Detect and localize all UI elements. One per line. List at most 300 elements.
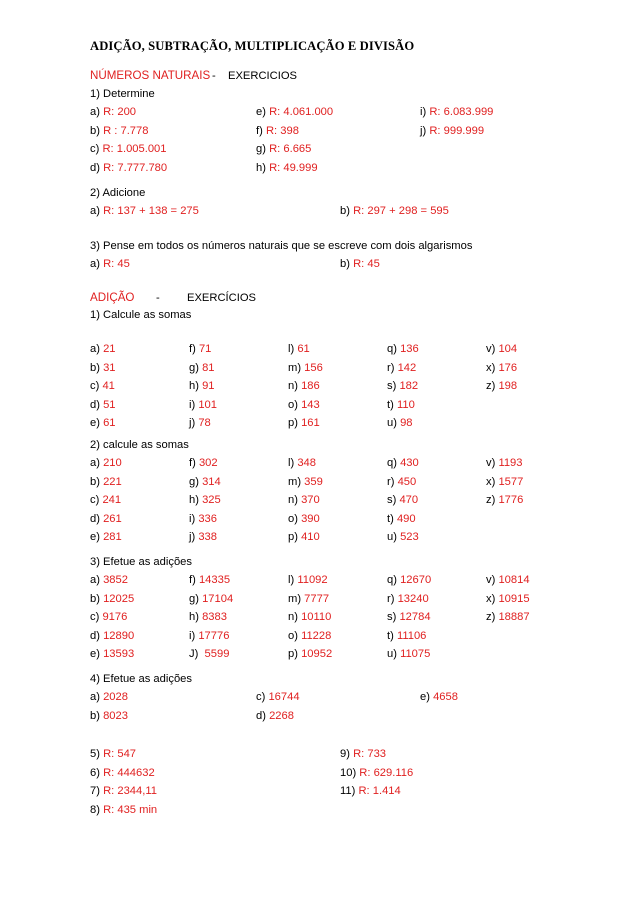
item-answer: 5599 (204, 648, 230, 661)
answer-item (288, 473, 323, 491)
item-letter: r) (387, 361, 398, 374)
item-answer: 390 (301, 512, 320, 525)
naturais-q3-prompt: 3) Pense em todos os números naturais que se escreve com dois algarismos (90, 240, 473, 252)
item-answer: R: 137 + 138 = 275 (103, 205, 199, 217)
answer-item (90, 510, 122, 528)
item-letter: c) (90, 494, 103, 507)
item-answer: 13593 (103, 648, 135, 661)
answer-item (340, 764, 413, 782)
item-answer: 430 (400, 457, 419, 469)
naturais-q2-prompt: 2) Adicione (90, 187, 146, 199)
item-answer: 143 (301, 398, 320, 411)
answer-item (387, 510, 416, 528)
answer-item (387, 571, 431, 589)
answer-item (90, 782, 157, 800)
item-letter: n) (288, 380, 302, 393)
item-answer: 3852 (103, 574, 128, 586)
item-answer: 182 (399, 380, 419, 393)
item-letter: h) (189, 494, 203, 507)
answer-item (90, 202, 199, 220)
item-answer: 336 (198, 512, 217, 525)
item-letter: z) (486, 494, 499, 507)
item-answer: R: 547 (103, 748, 137, 760)
item-answer: 156 (304, 361, 323, 374)
item-answer: 136 (400, 343, 419, 355)
item-letter: e) (90, 531, 104, 544)
section-adicao-title: ADIÇÃO (90, 291, 135, 304)
item-answer: R: 1.414 (358, 785, 401, 798)
item-answer: 12784 (399, 611, 431, 624)
item-letter: g) (256, 143, 270, 156)
item-answer: 51 (103, 398, 116, 411)
item-answer: 61 (297, 343, 310, 355)
item-answer: 71 (198, 343, 212, 355)
item-letter: c) (90, 380, 103, 393)
answer-item (189, 608, 227, 626)
item-answer: 18887 (498, 611, 530, 624)
item-letter: 6) (90, 766, 104, 779)
item-letter: 10) (340, 766, 360, 779)
item-letter: b) (90, 475, 104, 488)
item-letter: v) (486, 574, 499, 586)
answer-item (90, 159, 167, 177)
answer-item (288, 491, 320, 509)
item-answer: 410 (301, 531, 320, 544)
item-answer: R: 629.116 (359, 766, 414, 779)
item-letter: u) (387, 648, 401, 661)
item-letter: e) (90, 648, 104, 661)
adicao-q3-prompt: 3) Efetue as adições (90, 556, 192, 568)
answer-item (387, 340, 419, 358)
item-letter: q) (387, 574, 401, 586)
answer-item (288, 454, 316, 472)
item-letter: b) (90, 709, 104, 722)
item-letter: t) (387, 512, 397, 525)
item-answer: 1193 (498, 457, 523, 469)
answer-item (90, 473, 122, 491)
answer-item (189, 396, 217, 414)
answer-item (90, 340, 116, 358)
item-answer: R: 999.999 (429, 124, 485, 137)
answer-item (90, 745, 136, 763)
section-naturais-header (90, 67, 298, 85)
item-letter: c) (90, 611, 103, 624)
answer-item (420, 122, 484, 140)
item-letter: v) (486, 343, 499, 355)
answer-item (189, 414, 211, 432)
answer-item (486, 608, 530, 626)
item-answer: 221 (103, 475, 122, 488)
answer-item (189, 473, 221, 491)
answer-item (288, 590, 329, 608)
item-answer: 261 (103, 512, 122, 525)
answer-item (420, 103, 493, 121)
item-letter: f) (189, 457, 199, 469)
item-letter: e) (90, 417, 104, 430)
item-letter: p) (288, 531, 302, 544)
answer-item (189, 340, 211, 358)
adicao-q4-prompt: 4) Efetue as adições (90, 673, 192, 685)
item-letter: d) (256, 709, 270, 722)
answer-item (340, 255, 380, 273)
section-naturais-subtitle: EXERCICIOS (228, 70, 298, 82)
naturais-q1-prompt: 1) Determine (90, 88, 155, 100)
answer-item (387, 377, 418, 395)
item-letter: l) (288, 457, 298, 469)
answer-item (288, 510, 320, 528)
answer-item (288, 571, 328, 589)
item-letter: b) (340, 205, 354, 217)
item-letter: x) (486, 592, 499, 605)
item-answer: R: 6.665 (269, 143, 312, 156)
answer-item (288, 340, 310, 358)
item-letter: e) (256, 106, 270, 118)
item-answer: 302 (198, 457, 218, 469)
answer-item (387, 396, 415, 414)
item-answer: R: 200 (103, 106, 137, 118)
item-letter: f) (189, 343, 199, 355)
item-letter: J) (189, 648, 205, 661)
answer-item (90, 377, 115, 395)
item-answer: 16744 (268, 691, 300, 703)
item-letter: o) (288, 398, 302, 411)
answer-item (90, 688, 128, 706)
item-letter: q) (387, 343, 401, 355)
item-answer: 2268 (269, 709, 294, 722)
answer-item (90, 103, 136, 121)
item-answer: 12890 (103, 629, 135, 642)
item-letter: h) (189, 380, 203, 393)
answer-item (256, 140, 311, 158)
answer-item (288, 414, 320, 432)
answer-item (340, 782, 401, 800)
answer-item (90, 801, 157, 819)
answer-item (486, 454, 523, 472)
item-answer: 176 (498, 361, 518, 374)
answer-item (340, 745, 386, 763)
answer-item (90, 454, 122, 472)
item-letter: e) (420, 691, 434, 703)
item-letter: u) (387, 417, 401, 430)
item-letter: d) (90, 629, 104, 642)
item-answer: 21 (103, 343, 116, 355)
item-letter: j) (420, 124, 430, 137)
answer-item (90, 645, 134, 663)
item-letter: i) (189, 398, 199, 411)
item-answer: 61 (103, 417, 116, 430)
answer-item (288, 645, 332, 663)
item-answer: R: 733 (353, 748, 387, 760)
item-answer: 1577 (498, 475, 524, 488)
item-letter: m) (288, 592, 305, 605)
item-letter: q) (387, 457, 401, 469)
answer-item (189, 491, 221, 509)
item-answer: 101 (198, 398, 217, 411)
item-letter: o) (288, 629, 302, 642)
item-answer: 91 (202, 380, 215, 393)
item-answer: 41 (102, 380, 115, 393)
item-answer: 359 (304, 475, 323, 488)
item-letter: l) (288, 574, 298, 586)
item-answer: R: 398 (265, 124, 299, 137)
item-answer: 12025 (103, 592, 135, 605)
item-answer: 10814 (498, 574, 530, 586)
item-letter: z) (486, 611, 499, 624)
answer-item (387, 359, 416, 377)
answer-item (387, 454, 419, 472)
item-answer: 198 (498, 380, 518, 393)
item-answer: 10952 (301, 648, 333, 661)
answer-item (90, 707, 128, 725)
item-answer: 12670 (400, 574, 432, 586)
item-letter: o) (288, 512, 302, 525)
item-answer: 241 (102, 494, 122, 507)
item-answer: R: 2344,11 (103, 785, 157, 798)
item-answer: 8383 (202, 611, 227, 624)
answer-item (387, 590, 429, 608)
item-answer: R: 49.999 (269, 161, 318, 174)
item-letter: a) (90, 343, 104, 355)
answer-item (90, 590, 134, 608)
item-answer: 370 (301, 494, 320, 507)
item-letter: g) (189, 475, 203, 488)
answer-item (387, 645, 430, 663)
answer-item (90, 608, 127, 626)
answer-item (90, 627, 134, 645)
item-answer: R: 1.005.001 (102, 143, 167, 156)
answer-item (288, 396, 320, 414)
answer-item (90, 764, 155, 782)
item-answer: 17776 (198, 629, 230, 642)
answer-item (189, 590, 233, 608)
item-answer: 13240 (397, 592, 429, 605)
item-letter: i) (189, 629, 199, 642)
item-answer: 10915 (498, 592, 530, 605)
item-answer: 2028 (103, 691, 128, 703)
item-answer: R: 45 (353, 258, 380, 270)
item-answer: 490 (396, 512, 416, 525)
item-letter: d) (90, 512, 104, 525)
answer-item (486, 590, 530, 608)
answer-item (189, 377, 215, 395)
item-answer: 338 (198, 531, 217, 544)
item-letter: j) (189, 417, 199, 430)
answer-item (256, 159, 318, 177)
item-answer: 186 (301, 380, 320, 393)
item-letter: a) (90, 457, 104, 469)
item-letter: 5) (90, 748, 104, 760)
item-answer: 470 (399, 494, 419, 507)
item-letter: b) (340, 258, 354, 270)
item-answer: 210 (103, 457, 122, 469)
item-letter: b) (90, 124, 104, 137)
item-letter: m) (288, 361, 305, 374)
item-letter: s) (387, 380, 400, 393)
answer-item (90, 255, 130, 273)
answer-item (189, 627, 229, 645)
answer-item (189, 454, 218, 472)
answer-item (486, 359, 517, 377)
item-letter: p) (288, 417, 302, 430)
answer-item (256, 707, 294, 725)
answer-item (387, 491, 418, 509)
document-title: ADIÇÃO, SUBTRAÇÃO, MULTIPLICAÇÃO E DIVISÃO (90, 39, 415, 53)
item-letter: i) (420, 106, 430, 118)
answer-item (90, 396, 116, 414)
item-answer: 4658 (433, 691, 458, 703)
item-letter: f) (256, 124, 266, 137)
answer-item (486, 340, 517, 358)
item-letter: p) (288, 648, 302, 661)
item-answer: 1776 (498, 494, 524, 507)
item-answer: 14335 (198, 574, 231, 586)
item-answer: R: 297 + 298 = 595 (353, 205, 449, 217)
item-answer: 450 (397, 475, 417, 488)
answer-item (189, 571, 230, 589)
item-answer: 523 (400, 531, 419, 544)
item-answer: 98 (400, 417, 413, 430)
answer-item (486, 491, 523, 509)
item-answer: 325 (202, 494, 221, 507)
item-letter: j) (189, 531, 199, 544)
answer-item (256, 688, 300, 706)
answer-item (90, 528, 122, 546)
item-letter: v) (486, 457, 499, 469)
answer-item (90, 122, 148, 140)
answer-item (90, 571, 128, 589)
item-letter: a) (90, 205, 104, 217)
item-letter: u) (387, 531, 401, 544)
item-letter: 7) (90, 785, 104, 798)
item-letter: 9) (340, 748, 354, 760)
item-letter: h) (189, 611, 203, 624)
item-answer: 314 (202, 475, 221, 488)
item-letter: a) (90, 574, 104, 586)
item-answer: 104 (498, 343, 518, 355)
item-answer: 161 (301, 417, 320, 430)
answer-item (256, 122, 299, 140)
item-answer: R: 435 min (103, 803, 158, 816)
item-answer: 11092 (297, 574, 328, 586)
item-letter: 8) (90, 803, 104, 816)
answer-item (340, 202, 449, 220)
item-answer: 78 (198, 417, 211, 430)
section-naturais-separator: - (212, 70, 216, 82)
item-letter: g) (189, 592, 203, 605)
item-answer: 8023 (103, 709, 128, 722)
item-letter: n) (288, 494, 302, 507)
item-letter: r) (387, 592, 398, 605)
answer-item (90, 414, 116, 432)
section-adicao-subtitle: EXERCÍCIOS (187, 292, 257, 304)
item-letter: r) (387, 475, 398, 488)
item-answer: R : 7.778 (103, 124, 149, 137)
adicao-q2-prompt: 2) calcule as somas (90, 439, 189, 451)
item-answer: 11106 (396, 629, 427, 642)
item-letter: a) (90, 691, 104, 703)
item-letter: t) (387, 629, 397, 642)
item-answer: 10110 (301, 611, 332, 624)
answer-item (189, 510, 217, 528)
answer-item (387, 627, 426, 645)
item-answer: 142 (397, 361, 417, 374)
adicao-q1-prompt: 1) Calcule as somas (90, 309, 192, 321)
answer-item (288, 359, 323, 377)
item-letter: f) (189, 574, 199, 586)
section-naturais-title: NÚMEROS NATURAIS (90, 69, 211, 82)
item-answer: 31 (103, 361, 116, 374)
item-answer: 11228 (301, 629, 332, 642)
answer-item (288, 608, 331, 626)
item-letter: a) (90, 106, 104, 118)
item-letter: 11) (340, 785, 359, 798)
item-letter: b) (90, 592, 104, 605)
answer-item (90, 491, 121, 509)
item-letter: m) (288, 475, 305, 488)
item-letter: c) (256, 691, 269, 703)
section-adicao-separator: - (156, 292, 160, 304)
item-answer: 17104 (202, 592, 234, 605)
item-letter: z) (486, 380, 499, 393)
item-letter: t) (387, 398, 397, 411)
item-letter: b) (90, 361, 104, 374)
item-letter: x) (486, 475, 499, 488)
item-letter: x) (486, 361, 499, 374)
section-adicao-header (90, 289, 257, 307)
item-answer: 7777 (304, 592, 330, 605)
item-letter: s) (387, 611, 400, 624)
answer-item (189, 359, 215, 377)
item-answer: R: 45 (103, 258, 130, 270)
item-letter: d) (90, 398, 104, 411)
item-answer: 81 (202, 361, 215, 374)
item-answer: 11075 (400, 648, 431, 661)
item-letter: n) (288, 611, 302, 624)
item-answer: 281 (103, 531, 122, 544)
answer-item (387, 414, 413, 432)
item-answer: R: 444632 (103, 766, 155, 779)
item-letter: a) (90, 258, 104, 270)
item-answer: R: 7.777.780 (103, 161, 168, 174)
item-letter: h) (256, 161, 270, 174)
item-answer: 9176 (102, 611, 128, 624)
item-letter: g) (189, 361, 203, 374)
answer-item (288, 528, 320, 546)
item-answer: 348 (297, 457, 316, 469)
answer-item (420, 688, 458, 706)
item-answer: R: 6.083.999 (429, 106, 494, 118)
answer-item (256, 103, 333, 121)
answer-item (189, 645, 229, 663)
item-letter: l) (288, 343, 298, 355)
answer-item (288, 627, 331, 645)
item-letter: i) (189, 512, 199, 525)
answer-item (486, 473, 523, 491)
item-answer: 110 (396, 398, 415, 411)
item-letter: s) (387, 494, 400, 507)
answer-item (387, 473, 416, 491)
answer-item (387, 528, 419, 546)
item-letter: c) (90, 143, 103, 156)
answer-item (486, 377, 517, 395)
item-letter: d) (90, 161, 104, 174)
item-answer: R: 4.061.000 (269, 106, 334, 118)
answer-item (288, 377, 320, 395)
answer-item (486, 571, 530, 589)
answer-item (189, 528, 217, 546)
answer-item (90, 359, 116, 377)
answer-item (387, 608, 431, 626)
